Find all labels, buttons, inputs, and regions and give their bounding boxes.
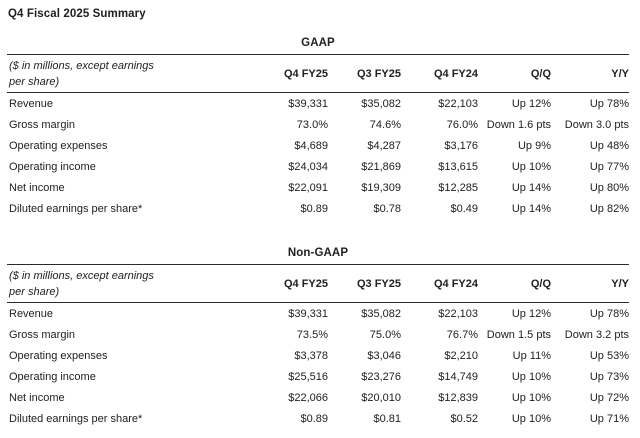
column-header-q3fy25: Q3 FY25 [356,67,401,80]
units-note-line2: per share) [9,285,60,298]
cell-value: 75.0% [369,328,401,341]
column-header-yy: Y/Y [611,67,629,80]
gaap-section [7,37,629,219]
column-header-qq: Q/Q [530,277,551,290]
section-label-non-gaap: Non-GAAP [287,247,349,259]
header-row [7,55,629,93]
cell-value: $22,103 [438,97,478,110]
cell-value: 73.0% [296,118,328,131]
column-header-q3fy25: Q3 FY25 [356,277,401,290]
row-label: Operating expenses [9,139,108,152]
cell-value: Up 14% [511,202,551,215]
cell-value: 73.5% [296,328,328,341]
cell-value: $39,331 [288,307,328,320]
table-row [7,345,629,366]
cell-value: 76.0% [446,118,478,131]
cell-value: $13,615 [438,160,478,173]
table-row [7,93,629,115]
cell-value: 76.7% [446,328,478,341]
cell-value: $0.52 [450,412,478,425]
cell-value: Up 12% [511,97,551,110]
header-row [7,265,629,303]
cell-value: Up 14% [511,181,551,194]
cell-value: $3,046 [367,349,401,362]
cell-value: $2,210 [444,349,478,362]
units-note [7,265,259,303]
row-label: Net income [9,391,65,404]
non-gaap-summary-table [7,264,629,429]
cell-value: $39,331 [288,97,328,110]
cell-value: Up 9% [517,139,551,152]
cell-value: $24,034 [288,160,328,173]
table-row [7,114,629,135]
units-note-line1: ($ in millions, except earnings [9,59,154,72]
cell-value: $22,091 [288,181,328,194]
row-label: Gross margin [9,328,76,341]
table-row [7,156,629,177]
section-label-gaap: GAAP [301,37,335,49]
column-header-q4fy25: Q4 FY25 [283,277,328,290]
cell-value: Up 10% [511,160,551,173]
cell-value: $35,082 [361,307,401,320]
cell-value: $22,066 [288,391,328,404]
column-header-q4fy24: Q4 FY24 [433,67,478,80]
table-row [7,303,629,325]
cell-value: Down 1.5 pts [486,328,551,341]
cell-value: Up 77% [589,160,629,173]
units-note-line2: per share) [9,75,60,88]
table-row [7,135,629,156]
table-row [7,387,629,408]
cell-value: $22,103 [438,307,478,320]
cell-value: Up 53% [589,349,629,362]
cell-value: $19,309 [361,181,401,194]
cell-value: Up 72% [589,391,629,404]
cell-value: Up 78% [589,97,629,110]
table-row [7,177,629,198]
cell-value: Up 71% [589,412,629,425]
row-label: Diluted earnings per share* [9,202,143,215]
cell-value: $14,749 [438,370,478,383]
cell-value: $12,285 [438,181,478,194]
cell-value: Up 78% [589,307,629,320]
cell-value: $35,082 [361,97,401,110]
cell-value: $21,869 [361,160,401,173]
table-row [7,366,629,387]
cell-value: $0.81 [373,412,401,425]
cell-value: $0.89 [300,202,328,215]
column-header-yy: Y/Y [611,277,629,290]
cell-value: $0.78 [373,202,401,215]
cell-value: Up 80% [589,181,629,194]
cell-value: $0.49 [450,202,478,215]
cell-value: $3,176 [444,139,478,152]
cell-value: $12,839 [438,391,478,404]
cell-value: $25,516 [288,370,328,383]
table-row [7,324,629,345]
cell-value: Up 82% [589,202,629,215]
cell-value: Down 3.0 pts [564,118,629,131]
cell-value: $4,689 [294,139,328,152]
gaap-summary-table [7,54,629,219]
row-label: Operating income [9,370,96,383]
cell-value: Up 12% [511,307,551,320]
row-label: Diluted earnings per share* [9,412,143,425]
row-label: Revenue [9,97,54,110]
cell-value: $4,287 [367,139,401,152]
cell-value: Up 10% [511,412,551,425]
row-label: Net income [9,181,65,194]
cell-value: 74.6% [369,118,401,131]
non-gaap-section [7,247,629,429]
column-header-q4fy25: Q4 FY25 [283,67,328,80]
table-row [7,408,629,429]
cell-value: Down 3.2 pts [564,328,629,341]
units-note-line1: ($ in millions, except earnings [9,269,154,282]
cell-value: Up 11% [512,349,551,362]
units-note [7,55,259,93]
cell-value: $0.89 [300,412,328,425]
cell-value: $3,378 [294,349,328,362]
table-row [7,198,629,219]
cell-value: Down 1.6 pts [486,118,551,131]
cell-value: $23,276 [361,370,401,383]
row-label: Operating income [9,160,96,173]
row-label: Operating expenses [9,349,108,362]
page-title: Q4 Fiscal 2025 Summary [8,8,146,20]
column-header-q4fy24: Q4 FY24 [433,277,478,290]
cell-value: Up 10% [511,370,551,383]
cell-value: Up 48% [589,139,629,152]
cell-value: Up 10% [511,391,551,404]
row-label: Revenue [9,307,54,320]
cell-value: $20,010 [361,391,401,404]
row-label: Gross margin [9,118,76,131]
column-header-qq: Q/Q [530,67,551,80]
cell-value: Up 73% [589,370,629,383]
